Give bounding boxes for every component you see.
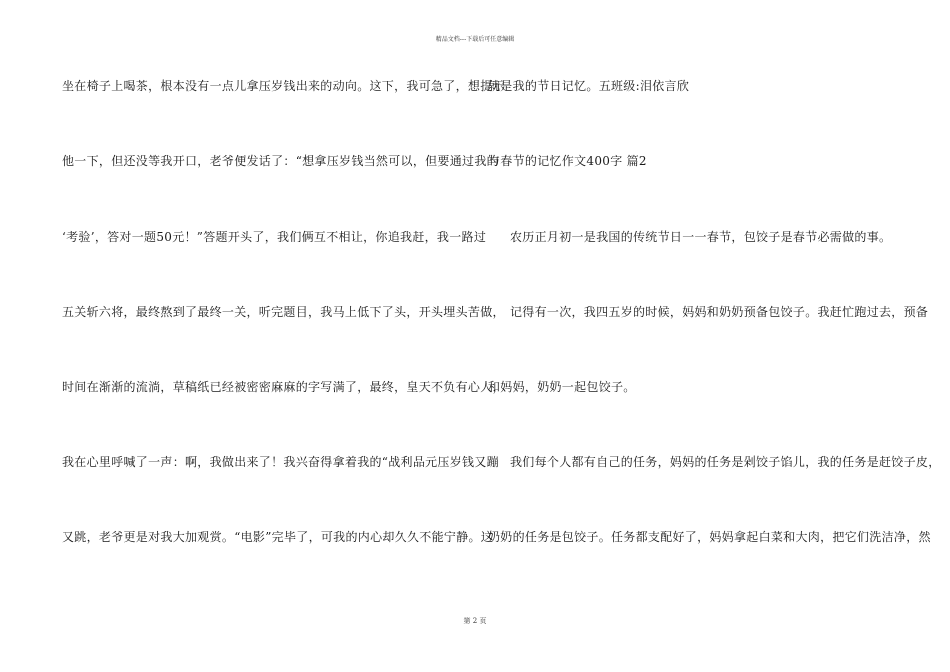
right-line-7: 奶奶的任务是包饺子。任务都支配好了，妈妈拿起白菜和大肉，把它们洗洁净，然	[488, 530, 931, 544]
left-line-3: ‘考验’，答对一题50元！”答题开头了，我们俩互不相让，你追我赶，我一路过	[62, 230, 487, 244]
left-line-7: 又跳，老爷更是对我大加观赏。“电影”完毕了，可我的内心却久久不能宁静。这	[62, 530, 494, 544]
left-line-4: 五关斩六将，最终熬到了最终一关，听完题目，我马上低下了头，开头埋头苦做，	[62, 305, 505, 319]
right-line-4: 记得有一次，我四五岁的时候，妈妈和奶奶预备包饺子。我赶忙跑过去，预备	[510, 305, 929, 319]
left-line-2: 他一下，但还没等我开口，老爷便发话了：“想拿压岁钱当然可以，但要通过我的	[62, 154, 499, 168]
left-line-1: 坐在椅子上喝茶，根本没有一点儿拿压岁钱出来的动向。这下，我可急了，想提示	[62, 79, 505, 93]
right-line-3: 农历正月初一是我国的传统节日一一春节，包饺子是春节必需做的事。	[510, 230, 892, 244]
right-line-2-essay-heading: 与春节的记忆作文400字 篇2	[488, 154, 647, 168]
right-line-6: 我们每个人都有自己的任务，妈妈的任务是剁饺子馅儿，我的任务是赶饺子皮，	[510, 455, 941, 469]
page-header: 精品文档---下载后可任意编辑	[435, 36, 515, 43]
left-line-5: 时间在渐渐的流淌，草稿纸已经被密密麻麻的字写满了，最终，皇天不负有心人，	[62, 380, 505, 394]
right-line-1: 就是我的节日记忆。五班级:泪依言欣	[488, 79, 690, 93]
left-line-6: 我在心里呼喊了一声：啊，我做出来了！我兴奋得拿着我的“战利品元压岁钱又蹦	[62, 455, 499, 469]
page-number: 第 2 页	[463, 617, 487, 625]
right-line-5: 和妈妈，奶奶一起包饺子。	[488, 380, 636, 394]
